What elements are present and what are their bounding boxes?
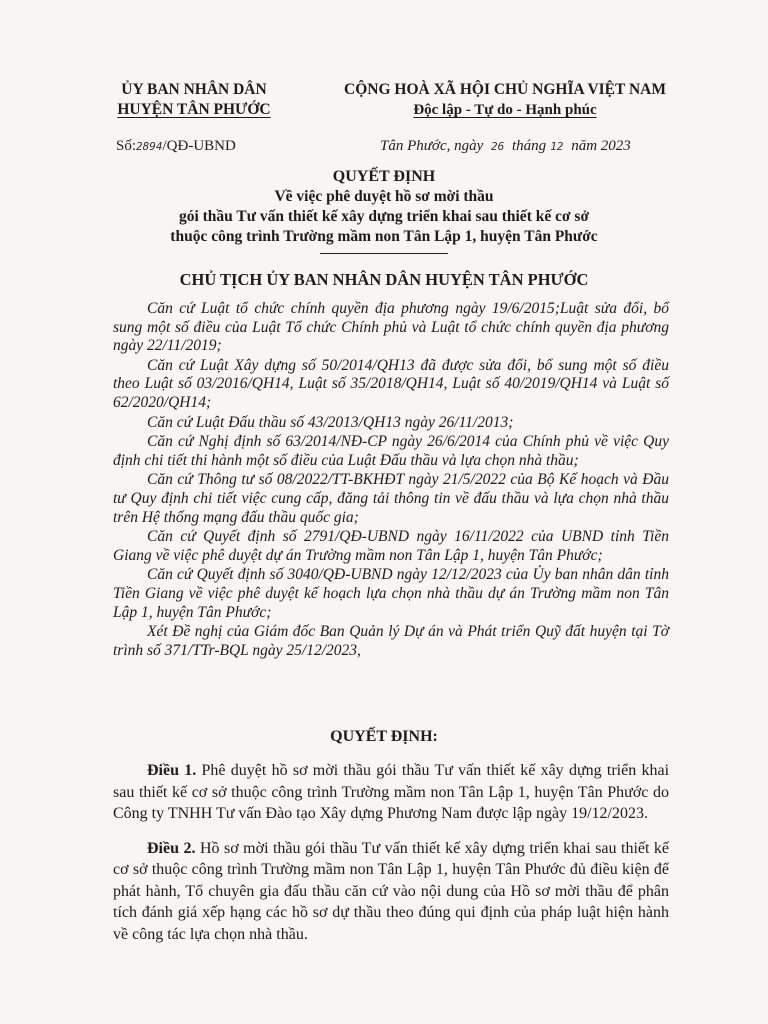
national-motto-text: Độc lập - Tự do - Hạnh phúc	[413, 102, 597, 118]
subject-line-3: thuộc công trình Trường mầm non Tân Lập 1, huyện Tân Phước	[170, 228, 598, 245]
document-title	[60, 167, 708, 254]
legal-basis: Căn cứ Thông tư số 08/2022/TT-BKHĐT ngày 21/5/2022 của Bộ Kế hoạch và Đầu tư Quy định chi tiết việc cung cấp, đăng tải thông tin về đấu thầu và lựa chọn nhà thầu trên Hệ thống mạng đấu thầu quốc gia;	[113, 471, 669, 526]
national-motto	[322, 100, 688, 120]
issue-date	[380, 138, 631, 155]
article-1-text: Phê duyệt hồ sơ mời thầu gói thầu Tư vấn thiết kế xây dựng triển khai sau thiết kế cơ sở thuộc công trình Trường mầm non Tân Lập 1, huyện Tân Phước do Công ty TNHH Tư vấn Đào tạo Xây dựng Phương Nam được lập ngày 19/12/2023.	[113, 762, 670, 822]
legal-basis: Căn cứ Luật tổ chức chính quyền địa phương ngày 19/6/2015;Luật sửa đổi, bổ sung một số điều của Luật Tổ chức Chính phủ và Luật tổ chức chính quyền địa phương ngày 22/11/2019;	[113, 300, 669, 355]
number-prefix: Số:	[116, 138, 137, 154]
date-month-label: tháng	[512, 138, 547, 154]
legal-basis: Căn cứ Luật Xây dựng số 50/2014/QH13 đã được sửa đổi, bổ sung một số điều theo Luật số 03/2016/QH14, Luật số 35/2018/QH14, Luật số 40/2019/QH14 và Luật số 62/2020/QH14;	[113, 356, 669, 411]
subject-line-2: gói thầu Tư vấn thiết kế xây dựng triển khai sau thiết kế cơ sở	[178, 208, 590, 225]
legal-basis: Căn cứ Quyết định số 3040/QĐ-UBND ngày 12/12/2023 của Ủy ban nhân dân tỉnh Tiền Giang về việc phê duyệt kế hoạch lựa chọn nhà thầu dự án Trường mầm non Tân Lập 1, huyện Tân Phước;	[113, 566, 669, 621]
agency-name-line1: ỦY BAN NHÂN DÂN	[121, 81, 267, 98]
title-divider	[320, 253, 448, 254]
date-place: Tân Phước, ngày	[380, 138, 484, 154]
date-year: năm 2023	[571, 138, 631, 154]
legal-basis: Căn cứ Quyết định số 2791/QĐ-UBND ngày 16/11/2022 của UBND tỉnh Tiền Giang về việc phê duyệt dự án Trường mầm non Tân Lập 1, huyện Tân Phước;	[113, 528, 669, 564]
article-2-text: Hồ sơ mời thầu gói thầu Tư vấn thiết kế xây dựng triển khai sau thiết kế cơ sở thuộc công trình Trường mầm non Tân Lập 1, huyện Tân Phước đủ điều kiện để phát hành, Tổ chuyên gia đấu thầu căn cứ vào nội dung của Hồ sơ mời thầu để phân tích đánh giá xếp hạng các hồ sơ dự thầu theo đúng qui định của pháp luật hiện hành về công tác lựa chọn nhà thầu.	[113, 839, 670, 943]
articles	[113, 760, 669, 958]
issuing-agency	[96, 80, 292, 120]
handwritten-day: 26	[491, 140, 505, 153]
article-1-label: Điều 1.	[147, 762, 197, 779]
handwritten-number: 2894	[136, 140, 163, 153]
number-suffix: /QĐ-UBND	[162, 138, 236, 154]
article-1	[113, 760, 669, 825]
national-title	[322, 80, 688, 120]
issuing-authority: CHỦ TỊCH ỦY BAN NHÂN DÂN HUYỆN TÂN PHƯỚC	[179, 270, 589, 289]
legal-basis: Căn cứ Luật Đấu thầu số 43/2013/QH13 ngày 26/11/2013;	[147, 413, 514, 431]
decision-heading: QUYẾT ĐỊNH:	[330, 728, 438, 745]
document-type: QUYẾT ĐỊNH	[332, 168, 436, 185]
legal-basis: Xét Đề nghị của Giám đốc Ban Quản lý Dự án và Phát triển Quỹ đất huyện tại Tờ trình số 371/TTr-BQL ngày 25/12/2023,	[113, 623, 669, 659]
legal-bases	[113, 300, 669, 661]
document-number	[116, 138, 236, 155]
subject-line-1: Về việc phê duyệt hồ sơ mời thầu	[274, 188, 494, 205]
agency-name-line2	[96, 100, 292, 120]
agency-name-line2-text: HUYỆN TÂN PHƯỚC	[117, 101, 271, 118]
article-2-label: Điều 2.	[147, 839, 196, 857]
article-2	[113, 838, 669, 946]
legal-basis: Căn cứ Nghị định số 63/2014/NĐ-CP ngày 26/6/2014 của Chính phủ về việc Quy định chi tiết thi hành một số điều của Luật Đấu thầu và lựa chọn nhà thầu;	[113, 433, 669, 469]
nation-name: CỘNG HOÀ XÃ HỘI CHỦ NGHĨA VIỆT NAM	[344, 81, 666, 98]
handwritten-month: 12	[550, 140, 564, 153]
